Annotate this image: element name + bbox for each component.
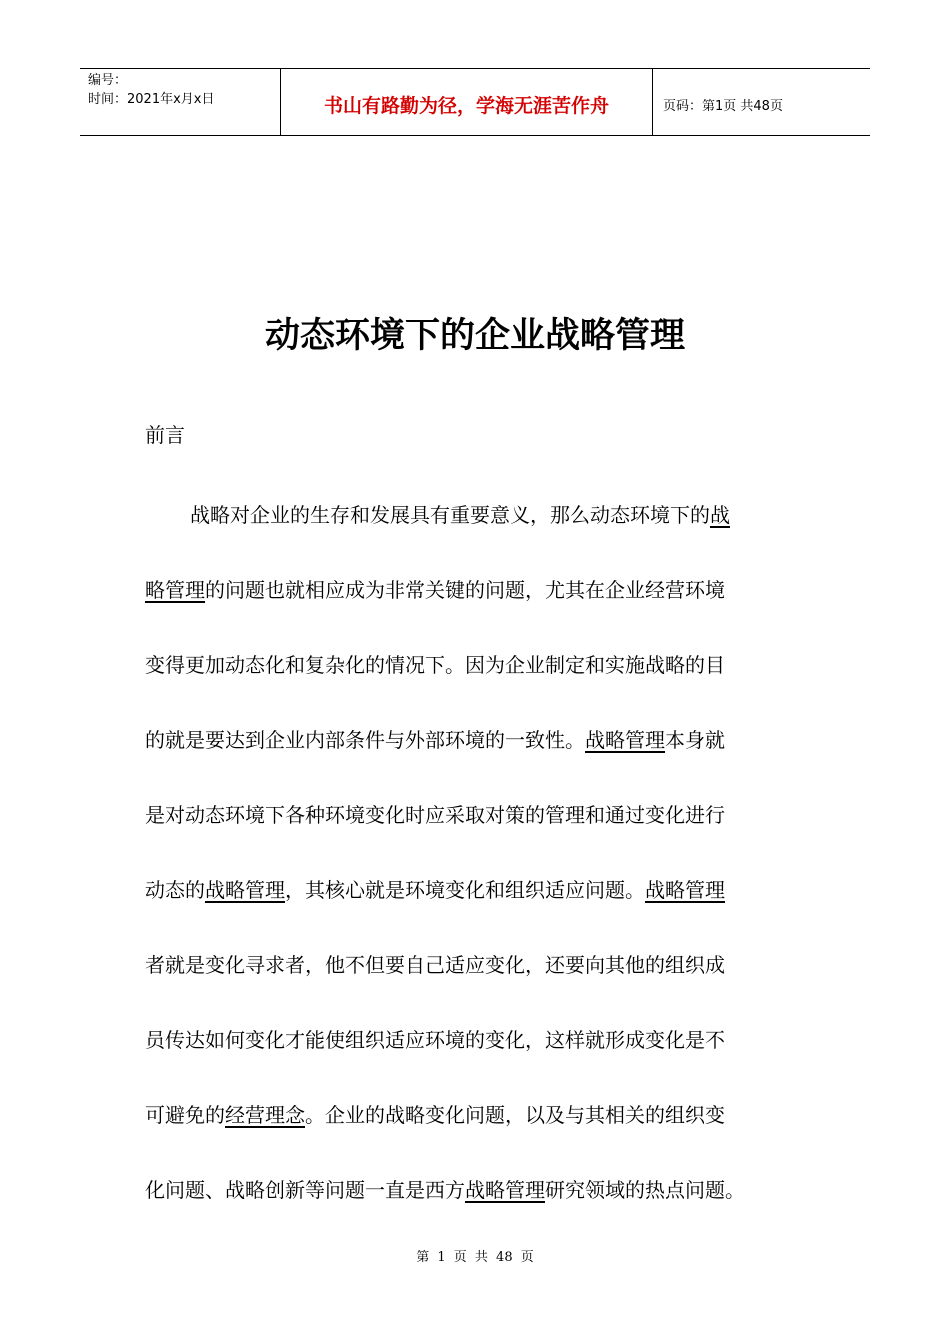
text-span: ，其核心就是环境变化和组织适应问题。 bbox=[285, 878, 645, 902]
header-meta-cell bbox=[80, 69, 281, 135]
text-span: 本身就 bbox=[665, 728, 725, 752]
underlined-term: 战略管理 bbox=[205, 878, 285, 902]
underlined-term: 经营理念 bbox=[225, 1103, 305, 1127]
header-page-info: 页码：第1页 共48页 bbox=[663, 98, 783, 114]
text-line: 是对动态环境下各种环境变化时应采取对策的管理和通过变化进行 bbox=[145, 803, 725, 827]
text-span: 。企业的战略变化问题，以及与其相关的组织变 bbox=[305, 1103, 725, 1127]
text-line bbox=[145, 1153, 805, 1228]
header-motto: 书山有路勤为径，学海无涯苦作舟 bbox=[281, 69, 653, 135]
text-line bbox=[145, 703, 805, 778]
page-footer: 第 1 页 共 48 页 bbox=[416, 1250, 534, 1265]
underlined-term: 战略管理 bbox=[585, 728, 665, 752]
text-line: 变得更加动态化和复杂化的情况下。因为企业制定和实施战略的目 bbox=[145, 653, 725, 677]
text-span: 可避免的 bbox=[145, 1103, 225, 1127]
text-line bbox=[145, 1078, 805, 1153]
text-line: 者就是变化寻求者，他不但要自己适应变化，还要向其他的组织成 bbox=[145, 953, 725, 977]
text-span: 研究领域的热点问题。 bbox=[545, 1178, 745, 1202]
text-span: 化问题、战略创新等问题一直是西方 bbox=[145, 1178, 465, 1202]
text-span: 的就是要达到企业内部条件与外部环境的一致性。 bbox=[145, 728, 585, 752]
text-span: 的问题也就相应成为非常关键的问题，尤其在企业经营环境 bbox=[205, 578, 725, 602]
page-title: 动态环境下的企业战略管理 bbox=[264, 316, 685, 356]
underlined-term: 战略管理 bbox=[645, 878, 725, 902]
text-line bbox=[145, 478, 805, 553]
text-line: 员传达如何变化才能使组织适应环境的变化，这样就形成变化是不 bbox=[145, 1028, 725, 1052]
document-header bbox=[80, 68, 870, 136]
body-paragraph bbox=[145, 478, 805, 1228]
text-span: 战略对企业的生存和发展具有重要意义，那么动态环境下的 bbox=[190, 503, 710, 527]
time-label: 时间：2021年x月x日 bbox=[88, 92, 215, 107]
number-label: 编号： bbox=[88, 73, 128, 88]
text-line bbox=[145, 853, 805, 928]
underlined-term: 战略管理 bbox=[465, 1178, 545, 1202]
underlined-term: 战 bbox=[710, 503, 730, 527]
text-line bbox=[145, 553, 805, 628]
underlined-term: 略管理 bbox=[145, 578, 205, 602]
section-heading-preface: 前言 bbox=[145, 423, 185, 447]
text-span: 动态的 bbox=[145, 878, 205, 902]
